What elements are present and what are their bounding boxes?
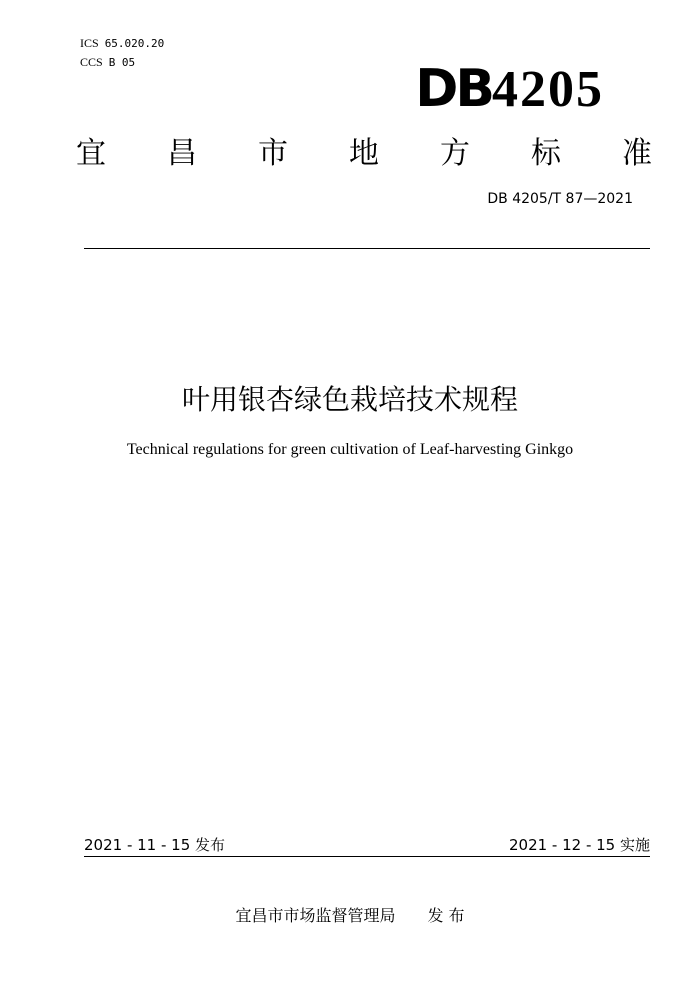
- ics-row: [80, 34, 170, 53]
- db-number: 4205: [492, 61, 604, 118]
- standard-name-char: 方: [440, 136, 470, 171]
- ccs-value: B 05: [108, 56, 136, 69]
- classification-block: [80, 34, 170, 72]
- ccs-row: [80, 53, 170, 72]
- standard-name-char: 市: [258, 136, 288, 171]
- standard-number: DB 4205/T 87—2021: [487, 191, 633, 207]
- publisher-line: [0, 903, 700, 926]
- bottom-divider: [84, 856, 650, 857]
- issue-date: 2021 - 11 - 15 发布: [84, 836, 226, 854]
- standard-name-char: 准: [622, 136, 652, 171]
- standard-name-char: 昌: [167, 136, 197, 171]
- standard-name-char: 标: [531, 136, 561, 171]
- document-title-chinese: 叶用银杏绿色栽培技术规程: [181, 383, 518, 416]
- ics-label: ICS: [80, 36, 99, 50]
- standard-name: [76, 134, 652, 174]
- document-title-english: Technical regulations for green cultivation of Leaf-harvesting Ginkgo: [126, 441, 574, 458]
- ics-value: 65.020.20: [104, 37, 165, 50]
- standard-name-char: 地: [349, 136, 379, 171]
- implementation-date: 2021 - 12 - 15 实施: [508, 836, 650, 854]
- top-divider: [84, 248, 650, 249]
- db-code-logo: [415, 58, 604, 121]
- publisher-name: 宜昌市市场监督管理局: [235, 906, 396, 925]
- standard-name-char: 宜: [76, 136, 106, 171]
- db-prefix: DB: [415, 59, 492, 119]
- ccs-label: CCS: [80, 55, 103, 69]
- publisher-action: 发 布: [427, 906, 465, 925]
